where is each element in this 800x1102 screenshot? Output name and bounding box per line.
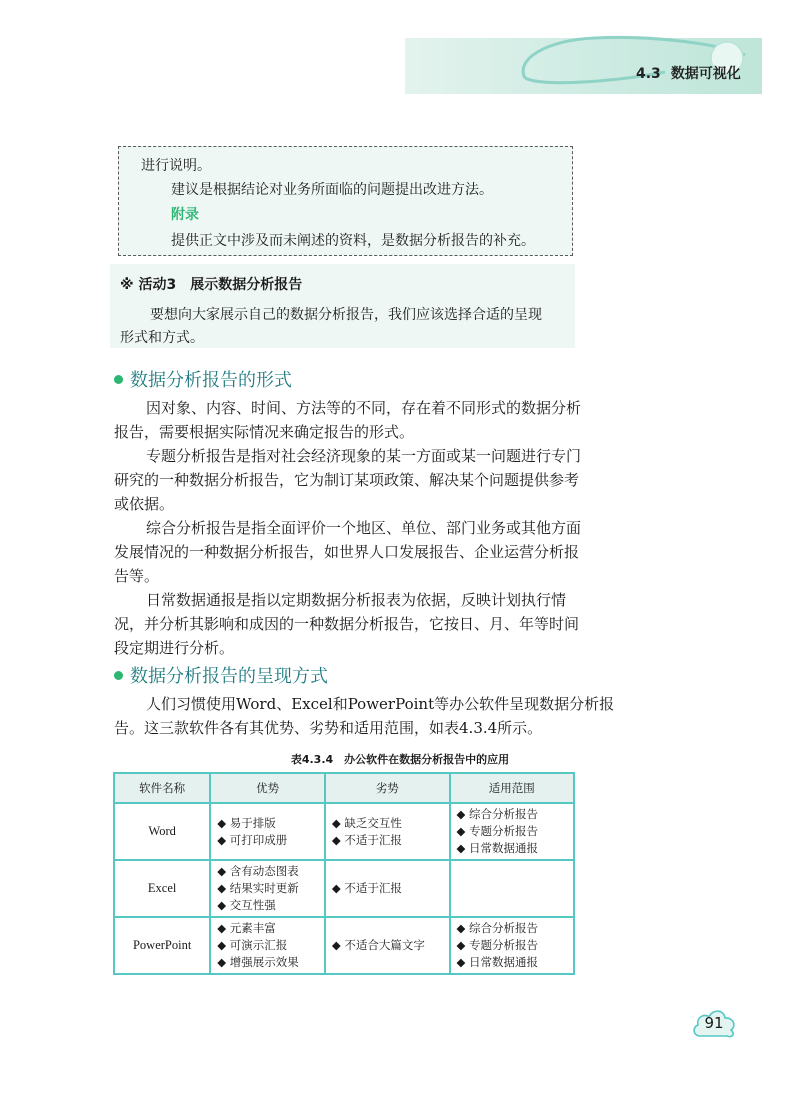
scope-cell bbox=[450, 917, 574, 974]
table-row bbox=[114, 860, 574, 917]
note-line: 提供正文中涉及而未阐述的资料，是数据分析报告的补充。 bbox=[171, 233, 535, 249]
section-heading-text: 数据分析报告的形式 bbox=[130, 370, 292, 391]
paragraph-line: 人们习惯使用Word、Excel和PowerPoint等办公软件呈现数据分析报 bbox=[146, 695, 615, 713]
pros-cell bbox=[210, 917, 325, 974]
cons-item: ◆ 不适于汇报 bbox=[332, 880, 443, 897]
pros-item: ◆ 可演示汇报 bbox=[217, 937, 318, 954]
cons-item: ◆ 不适合大篇文字 bbox=[332, 937, 443, 954]
paragraph-line: 告。这三款软件各有其优势、劣势和适用范围，如表4.3.4所示。 bbox=[114, 719, 543, 737]
paragraph-line: 日常数据通报是指以定期数据分析报表为依据，反映计划执行情 bbox=[146, 591, 567, 609]
cons-cell bbox=[325, 917, 450, 974]
section-heading-text: 数据分析报告的呈现方式 bbox=[130, 666, 328, 687]
pros-cell bbox=[210, 803, 325, 860]
table-header-row bbox=[114, 773, 574, 803]
scope-item: ◆ 综合分析报告 bbox=[457, 920, 567, 937]
paragraph-line: 发展情况的一种数据分析报告，如世界人口发展报告、企业运营分析报 bbox=[114, 543, 580, 561]
software-name: PowerPoint bbox=[114, 917, 210, 974]
scope-item: ◆ 日常数据通报 bbox=[457, 840, 567, 857]
paragraph-line: 研究的一种数据分析报告，它为制订某项政策、解决某个问题提供参考 bbox=[114, 471, 580, 489]
table-row bbox=[114, 917, 574, 974]
cons-cell bbox=[325, 860, 450, 917]
software-table bbox=[113, 772, 575, 975]
cons-cell bbox=[325, 803, 450, 860]
section-title: 数据可视化 bbox=[670, 66, 741, 82]
paragraph-line: 况，并分析其影响和成因的一种数据分析报告，它按日、月、年等时间 bbox=[114, 615, 580, 633]
scope-cell bbox=[450, 803, 574, 860]
activity-title: ※ 活动3 展示数据分析报告 bbox=[120, 277, 303, 293]
bullet-dot-icon bbox=[114, 671, 123, 680]
cons-item: ◆ 不适于汇报 bbox=[332, 832, 443, 849]
cons-item: ◆ 缺乏交互性 bbox=[332, 815, 443, 832]
paragraph-line: 段定期进行分析。 bbox=[114, 639, 235, 657]
table-caption: 表4.3.4 办公软件在数据分析报告中的应用 bbox=[290, 753, 510, 766]
section-number: 4.3 bbox=[636, 66, 661, 82]
paragraph-line: 报告，需要根据实际情况来确定报告的形式。 bbox=[114, 423, 415, 441]
pros-item: ◆ 元素丰富 bbox=[217, 920, 318, 937]
paragraph-line: 因对象、内容、时间、方法等的不同，存在着不同形式的数据分析 bbox=[146, 399, 582, 417]
paragraph-line: 综合分析报告是指全面评价一个地区、单位、部门业务或其他方面 bbox=[146, 519, 582, 537]
software-name: Excel bbox=[114, 860, 210, 917]
activity-text: 形式和方式。 bbox=[120, 330, 204, 346]
column-header: 优势 bbox=[210, 773, 325, 803]
scope-item: ◆ 专题分析报告 bbox=[457, 823, 567, 840]
running-header bbox=[636, 63, 741, 83]
appendix-label: 附录 bbox=[171, 207, 199, 223]
software-name: Word bbox=[114, 803, 210, 860]
pros-item: ◆ 结果实时更新 bbox=[217, 880, 318, 897]
scope-item: ◆ 专题分析报告 bbox=[457, 937, 567, 954]
note-line: 建议是根据结论对业务所面临的问题提出改进方法。 bbox=[171, 182, 493, 198]
pros-item: ◆ 易于排版 bbox=[217, 815, 318, 832]
activity-panel bbox=[110, 264, 575, 348]
scope-item: ◆ 综合分析报告 bbox=[457, 806, 567, 823]
pros-cell bbox=[210, 860, 325, 917]
pros-item: ◆ 可打印成册 bbox=[217, 832, 318, 849]
paragraph-line: 专题分析报告是指对社会经济现象的某一方面或某一问题进行专门 bbox=[146, 447, 582, 465]
page-number-badge bbox=[690, 1006, 738, 1040]
column-header: 劣势 bbox=[325, 773, 450, 803]
pros-item: ◆ 含有动态图表 bbox=[217, 863, 318, 880]
pros-item: ◆ 交互性强 bbox=[217, 897, 318, 914]
dashed-note-box bbox=[118, 146, 573, 256]
paragraph-line: 告等。 bbox=[114, 567, 160, 585]
page-number: 91 bbox=[704, 1014, 724, 1032]
scope-cell bbox=[450, 860, 574, 917]
paragraph-line: 或依据。 bbox=[114, 495, 175, 513]
column-header: 软件名称 bbox=[114, 773, 210, 803]
activity-text: 要想向大家展示自己的数据分析报告，我们应该选择合适的呈现 bbox=[150, 307, 542, 323]
note-line: 进行说明。 bbox=[141, 158, 211, 174]
bullet-dot-icon bbox=[114, 375, 123, 384]
scope-item: ◆ 日常数据通报 bbox=[457, 954, 567, 971]
pros-item: ◆ 增强展示效果 bbox=[217, 954, 318, 971]
table-row bbox=[114, 803, 574, 860]
column-header: 适用范围 bbox=[450, 773, 574, 803]
section-heading bbox=[114, 366, 292, 392]
section-heading bbox=[114, 662, 328, 688]
